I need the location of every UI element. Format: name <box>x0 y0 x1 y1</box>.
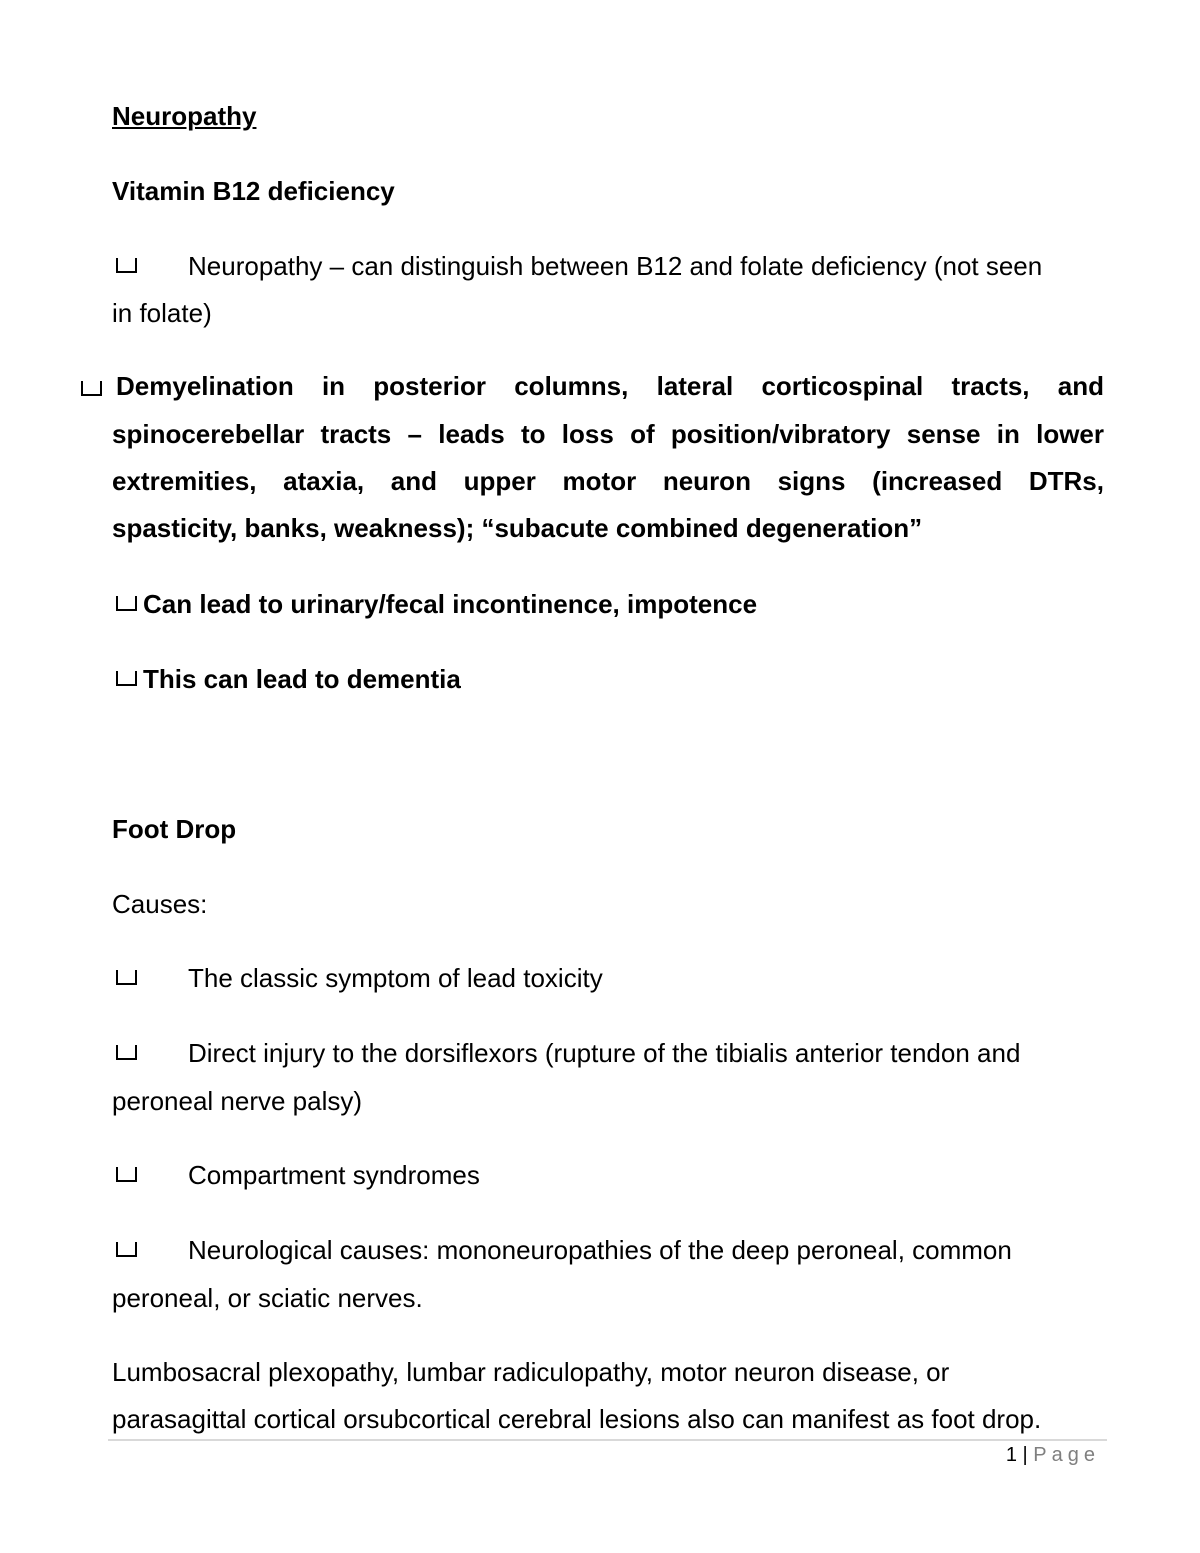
cause-3: Compartment syndromes <box>188 1160 480 1190</box>
closing-line-2: parasagittal cortical orsubcortical cerebral lesions also can manifest as foot drop. <box>112 1404 1042 1434</box>
checkbox-icon <box>116 1242 137 1257</box>
checkbox-icon <box>116 1045 137 1060</box>
page-footer <box>1006 1444 1100 1467</box>
checkbox-icon <box>116 596 137 611</box>
b12-item-2-line-4: spasticity, banks, weakness); “subacute combined degeneration” <box>112 513 923 543</box>
page-label: Page <box>1033 1444 1100 1466</box>
b12-subheading: Vitamin B12 deficiency <box>112 176 395 206</box>
cause-2-line-1: Direct injury to the dorsiflexors (rupture of the tibialis anterior tendon and <box>188 1038 1021 1068</box>
page-separator: | <box>1022 1444 1028 1466</box>
cause-2-line-2: peroneal nerve palsy) <box>112 1086 363 1116</box>
checkbox-icon <box>116 671 137 686</box>
checkbox-icon <box>81 381 102 396</box>
b12-item-1-line-1: Neuropathy – can distinguish between B12 and folate deficiency (not seen <box>188 251 1043 281</box>
section-heading: Neuropathy <box>112 101 257 131</box>
cause-1: The classic symptom of lead toxicity <box>188 963 603 993</box>
causes-label: Causes: <box>112 889 208 919</box>
closing-line-1: Lumbosacral plexopathy, lumbar radiculopathy, motor neuron disease, or <box>112 1357 950 1387</box>
foot-drop-subheading: Foot Drop <box>112 814 237 844</box>
footer-divider <box>108 1439 1107 1441</box>
b12-item-3: Can lead to urinary/fecal incontinence, impotence <box>143 589 758 619</box>
b12-item-2-line-1: Demyelination in posterior columns, lateral corticospinal tracts, and <box>116 371 1104 401</box>
cause-4-line-1: Neurological causes: mononeuropathies of the deep peroneal, common <box>188 1235 1012 1265</box>
b12-item-2-line-2: spinocerebellar tracts – leads to loss of position/vibratory sense in lower <box>112 419 1104 449</box>
checkbox-icon <box>116 258 137 273</box>
b12-item-4: This can lead to dementia <box>143 664 461 694</box>
page-number: 1 <box>1005 1444 1017 1466</box>
checkbox-icon <box>116 970 137 985</box>
b12-item-1-line-2: in folate) <box>112 298 212 328</box>
b12-item-2-line-3: extremities, ataxia, and upper motor neuron signs (increased DTRs, <box>112 466 1104 496</box>
cause-4-line-2: peroneal, or sciatic nerves. <box>112 1283 423 1313</box>
checkbox-icon <box>116 1167 137 1182</box>
